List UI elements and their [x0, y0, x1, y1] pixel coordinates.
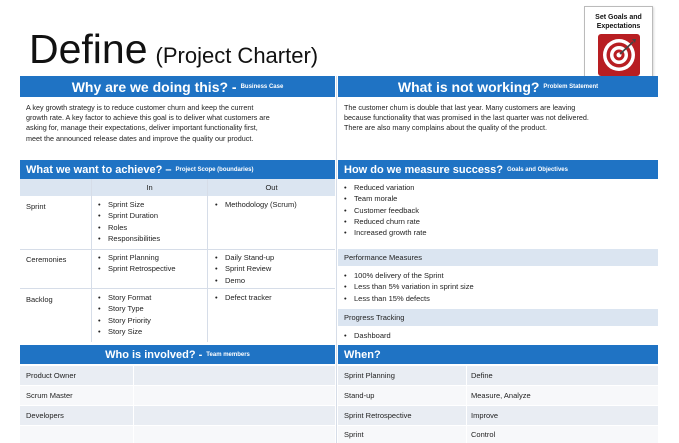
achieve-subheading: Project Scope (boundaries) — [175, 166, 254, 173]
involved-header — [20, 345, 335, 364]
list-item: • Less than 15% defects — [344, 293, 474, 304]
list-item: • Sprint Review — [215, 263, 274, 274]
involved-role: Product Owner — [26, 371, 77, 380]
list-item: • Story Format — [98, 292, 151, 303]
scope-in-list — [98, 292, 151, 337]
not-working-line: because functionality that was promised in the last quarter was not delivered. — [344, 113, 589, 123]
scope-row-label: Sprint — [26, 202, 46, 211]
list-item: • 100% delivery of the Sprint — [344, 270, 474, 281]
list-item: • Sprint Planning — [98, 252, 176, 263]
list-item: • Sprint Duration — [98, 210, 160, 221]
list-item: • Daily Stand-up — [215, 252, 274, 263]
why-line: asking for, manage their expectations, deliver important functionality first, — [26, 123, 258, 133]
measure-heading: How do we measure success? — [344, 163, 503, 176]
goals-list — [344, 182, 427, 238]
table-row — [20, 366, 335, 385]
not-working-line: The customer churn is double that last year. Many customers are leaving — [344, 103, 576, 112]
table-divider — [133, 366, 134, 443]
list-item: • Methodology (Scrum) — [215, 199, 297, 210]
list-item: • Defect tracker — [215, 292, 272, 303]
list-item: • Sprint Size — [98, 199, 160, 210]
goals-expectations-box — [584, 6, 653, 81]
table-divider — [20, 249, 335, 250]
when-event: Sprint Retrospective — [344, 411, 412, 420]
achieve-heading: What we want to achieve? – — [26, 163, 172, 176]
list-item: • Dashboard — [344, 330, 391, 341]
when-phase: Measure, Analyze — [471, 391, 531, 400]
scope-row-label: Ceremonies — [26, 255, 67, 264]
involved-heading: Who is involved? - — [105, 348, 203, 361]
col-in-label: In — [146, 183, 153, 192]
table-divider — [336, 76, 337, 443]
why-line: A key growth strategy is to reduce customer churn and keep the current — [26, 103, 254, 112]
table-divider — [466, 366, 467, 443]
table-row — [20, 426, 335, 443]
table-row — [338, 386, 658, 405]
list-item: • Responsibilities — [98, 233, 160, 244]
scope-out-list — [215, 199, 297, 210]
measure-subheading: Goals and Objectives — [506, 166, 568, 173]
measure-header — [338, 160, 658, 179]
title-sub: (Project Charter) — [155, 43, 319, 68]
list-item: • Demo — [215, 275, 274, 286]
col-out-header — [208, 179, 335, 196]
why-line: meet the announced release dates and improve the quality our product. — [26, 133, 254, 143]
not-working-header — [338, 76, 658, 97]
col-out-label: Out — [265, 183, 278, 192]
list-item: • Team morale — [344, 193, 427, 204]
progress-tracking-header — [338, 309, 658, 326]
when-phase: Control — [471, 430, 496, 439]
why-header — [20, 76, 335, 97]
scope-in-list — [98, 252, 176, 275]
goal-box-label — [585, 13, 652, 31]
table-row — [20, 406, 335, 425]
title-main: Define — [29, 26, 148, 72]
not-working-subheading: Problem Statement — [543, 83, 599, 90]
table-row — [338, 366, 658, 385]
when-heading: When? — [344, 348, 381, 361]
list-item: • Increased growth rate — [344, 227, 427, 238]
when-event: Sprint — [344, 430, 364, 439]
scope-row-label: Backlog — [26, 295, 53, 304]
scope-in-list — [98, 199, 160, 244]
target-icon — [595, 34, 643, 76]
when-phase: Improve — [471, 411, 499, 420]
performance-list — [344, 270, 474, 304]
list-item: • Customer feedback — [344, 205, 427, 216]
why-subheading: Business Case — [240, 83, 284, 90]
goal-box-line2: Expectations — [596, 23, 641, 30]
table-divider — [20, 288, 335, 289]
page-title — [29, 26, 318, 73]
performance-measures-label: Performance Measures — [344, 253, 422, 262]
why-line: growth rate. A key factor to achieve this goal is to deliver what customers are — [26, 113, 270, 123]
table-row — [338, 406, 658, 425]
list-item: • Story Size — [98, 326, 151, 337]
achieve-header — [20, 160, 335, 179]
not-working-heading: What is not working? — [397, 78, 540, 95]
scope-out-list — [215, 292, 272, 303]
when-phase: Define — [471, 371, 493, 380]
progress-list — [344, 330, 391, 341]
not-working-line: There are also many complains about the quality of the product. — [344, 123, 547, 133]
table-divider — [207, 179, 208, 342]
list-item: • Roles — [98, 222, 160, 233]
goal-box-line1: Set Goals and — [595, 14, 642, 21]
list-item: • Reduced variation — [344, 182, 427, 193]
col-label-header — [20, 179, 91, 196]
table-divider — [91, 179, 92, 342]
not-working-paragraph — [344, 103, 658, 134]
when-event: Stand-up — [344, 391, 375, 400]
list-item: • Reduced churn rate — [344, 216, 427, 227]
list-item: • Story Type — [98, 303, 151, 314]
why-heading: Why are we doing this? - — [71, 78, 237, 95]
list-item: • Story Priority — [98, 315, 151, 326]
involved-subheading: Team members — [206, 351, 250, 358]
involved-role: Scrum Master — [26, 391, 73, 400]
list-item: • Sprint Retrospective — [98, 263, 176, 274]
col-in-header — [92, 179, 207, 196]
when-event: Sprint Planning — [344, 371, 395, 380]
progress-tracking-label: Progress Tracking — [344, 313, 405, 322]
involved-role: Developers — [26, 411, 64, 420]
when-header — [338, 345, 658, 364]
list-item: • Less than 5% variation in sprint size — [344, 281, 474, 292]
why-paragraph — [26, 103, 338, 144]
performance-measures-header — [338, 249, 658, 266]
table-row — [338, 426, 658, 443]
scope-out-list — [215, 252, 274, 286]
table-row — [20, 386, 335, 405]
